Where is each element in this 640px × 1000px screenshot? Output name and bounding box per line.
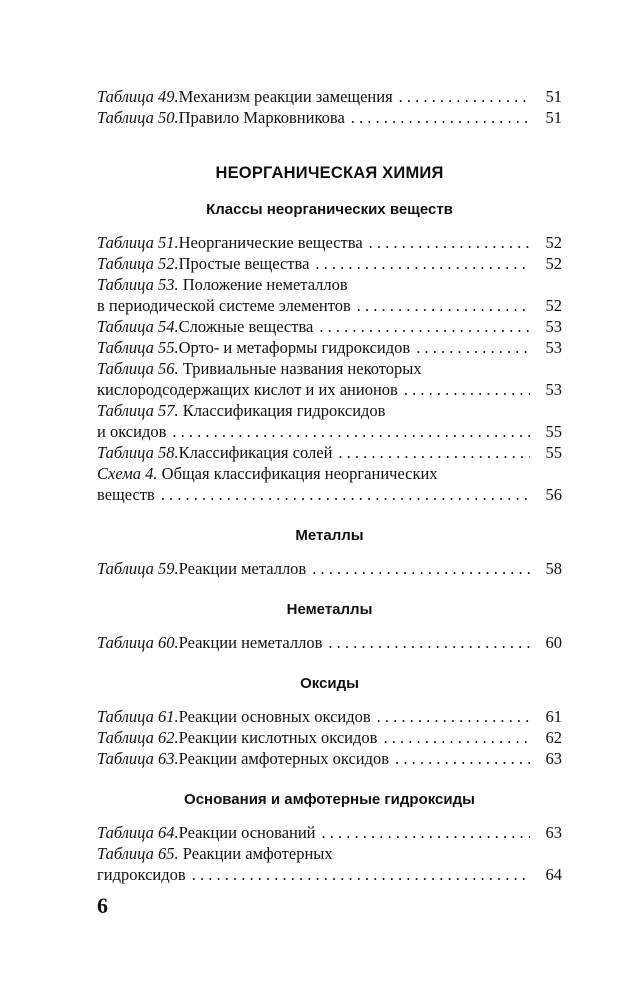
entry-label: Таблица 49. <box>97 87 179 106</box>
entry-page: 53 <box>545 380 562 399</box>
entry-label: Таблица 59. <box>97 559 179 578</box>
toc-entry <box>97 400 562 442</box>
subsection-title: Основания и амфотерные гидроксиды <box>184 791 475 808</box>
entry-title: Простые вещества <box>178 254 310 273</box>
entry-title-continued: кислородсодержащих кислот и их анионов <box>97 380 398 399</box>
entry-line <box>97 632 562 653</box>
entry-title: Неорганические вещества <box>178 233 363 252</box>
dot-leader <box>322 822 530 843</box>
toc-entry <box>97 358 562 400</box>
entry-label: Таблица 54. <box>97 317 179 336</box>
toc-entry <box>97 232 562 253</box>
entry-label: Таблица 64. <box>97 823 179 842</box>
entry-line <box>97 706 562 727</box>
entry-page: 52 <box>545 254 562 273</box>
toc-entry <box>97 748 562 769</box>
entry-label: Таблица 63. <box>97 749 179 768</box>
entry-page: 58 <box>545 559 562 578</box>
subsection-title: Оксиды <box>300 675 359 692</box>
entry-label: Таблица 53. <box>97 275 179 294</box>
entry-line <box>97 253 562 274</box>
dot-leader <box>172 421 530 442</box>
entry-title-continued: веществ <box>97 485 155 504</box>
entry-title: Орто- и метаформы гидроксидов <box>178 338 411 357</box>
entry-page: 52 <box>545 296 562 315</box>
entry-page: 52 <box>545 233 562 252</box>
entry-title: Реакции оснований <box>178 823 316 842</box>
toc-entry <box>97 316 562 337</box>
entry-line <box>97 558 562 579</box>
entry-line <box>97 274 562 295</box>
toc-entry <box>97 337 562 358</box>
toc-entry <box>97 107 562 128</box>
toc-entry <box>97 442 562 463</box>
entry-label: Таблица 62. <box>97 728 179 747</box>
entry-label: Таблица 65. <box>97 844 179 863</box>
entry-page: 64 <box>545 865 562 884</box>
dot-leader <box>377 706 530 727</box>
entry-title-continued: и оксидов <box>97 422 167 441</box>
dot-leader <box>351 107 530 128</box>
dot-leader <box>338 442 530 463</box>
entry-line <box>97 727 562 748</box>
entry-page: 60 <box>545 633 562 652</box>
entry-line <box>97 337 562 358</box>
entry-title: Правило Марковникова <box>178 108 345 127</box>
entry-label: Таблица 56. <box>97 359 179 378</box>
dot-leader <box>161 484 530 505</box>
entry-title: Реакции основных оксидов <box>178 707 371 726</box>
dot-leader <box>315 253 530 274</box>
entry-line <box>97 822 562 843</box>
entry-line <box>97 295 562 316</box>
entry-line <box>97 421 562 442</box>
subsection-title: Неметаллы <box>286 601 373 618</box>
entry-label: Таблица 51. <box>97 233 179 252</box>
entry-label: Таблица 60. <box>97 633 179 652</box>
dot-leader <box>192 864 530 885</box>
entry-line <box>97 316 562 337</box>
entry-title: Сложные вещества <box>178 317 314 336</box>
entry-title: Классификация гидроксидов <box>178 401 386 420</box>
section-title: НЕОРГАНИЧЕСКАЯ ХИМИЯ <box>215 164 444 182</box>
entry-page: 55 <box>545 422 562 441</box>
entry-page: 56 <box>545 485 562 504</box>
toc-entry <box>97 558 562 579</box>
toc-entry <box>97 822 562 843</box>
dot-leader <box>399 86 530 107</box>
entry-title-continued: в периодической системе элементов <box>97 296 351 315</box>
entry-label: Таблица 61. <box>97 707 179 726</box>
toc-entry <box>97 463 562 505</box>
entry-label: Таблица 58. <box>97 443 179 462</box>
toc-entry <box>97 632 562 653</box>
toc-entry <box>97 727 562 748</box>
entry-line <box>97 864 562 885</box>
entry-page: 63 <box>545 823 562 842</box>
dot-leader <box>319 316 530 337</box>
entry-line <box>97 748 562 769</box>
toc-entry <box>97 706 562 727</box>
entry-line <box>97 358 562 379</box>
toc-entry <box>97 843 562 885</box>
page-number: 6 <box>97 893 108 918</box>
toc-entry <box>97 274 562 316</box>
table-of-contents <box>97 86 562 885</box>
toc-entry <box>97 86 562 107</box>
entry-line <box>97 232 562 253</box>
dot-leader <box>357 295 530 316</box>
entry-title: Классификация солей <box>178 443 333 462</box>
entry-line <box>97 463 562 484</box>
entry-title: Реакции амфотерных оксидов <box>178 749 390 768</box>
subsection-title: Классы неорганических веществ <box>206 201 453 218</box>
dot-leader <box>328 632 530 653</box>
entry-page: 53 <box>545 317 562 336</box>
dot-leader <box>416 337 530 358</box>
entry-title: Общая классификация неорганических <box>157 464 438 483</box>
entry-page: 53 <box>545 338 562 357</box>
entry-title: Тривиальные названия некоторых <box>178 359 422 378</box>
entry-line <box>97 379 562 400</box>
entry-line <box>97 484 562 505</box>
entry-page: 51 <box>545 87 562 106</box>
entry-label: Таблица 57. <box>97 401 179 420</box>
entry-title: Механизм реакции замещения <box>178 87 393 106</box>
entry-title-continued: гидроксидов <box>97 865 186 884</box>
entry-title: Положение неметаллов <box>178 275 348 294</box>
top-entries <box>97 86 562 128</box>
dot-leader <box>404 379 530 400</box>
entry-label: Таблица 52. <box>97 254 179 273</box>
entry-line <box>97 843 562 864</box>
entry-line <box>97 400 562 421</box>
entry-title: Реакции амфотерных <box>178 844 333 863</box>
entry-title: Реакции кислотных оксидов <box>178 728 378 747</box>
dot-leader <box>383 727 530 748</box>
entry-title: Реакции неметаллов <box>178 633 323 652</box>
entry-title: Реакции металлов <box>178 559 307 578</box>
entry-label: Схема 4. <box>97 464 158 483</box>
entry-label: Таблица 55. <box>97 338 179 357</box>
entry-line <box>97 442 562 463</box>
entry-page: 63 <box>545 749 562 768</box>
sections <box>97 201 562 885</box>
dot-leader <box>369 232 530 253</box>
entry-page: 55 <box>545 443 562 462</box>
entry-page: 62 <box>545 728 562 747</box>
dot-leader <box>395 748 530 769</box>
entry-page: 51 <box>545 108 562 127</box>
subsection-title: Металлы <box>295 527 364 544</box>
entry-page: 61 <box>545 707 562 726</box>
toc-entry <box>97 253 562 274</box>
entry-label: Таблица 50. <box>97 108 179 127</box>
dot-leader <box>312 558 530 579</box>
